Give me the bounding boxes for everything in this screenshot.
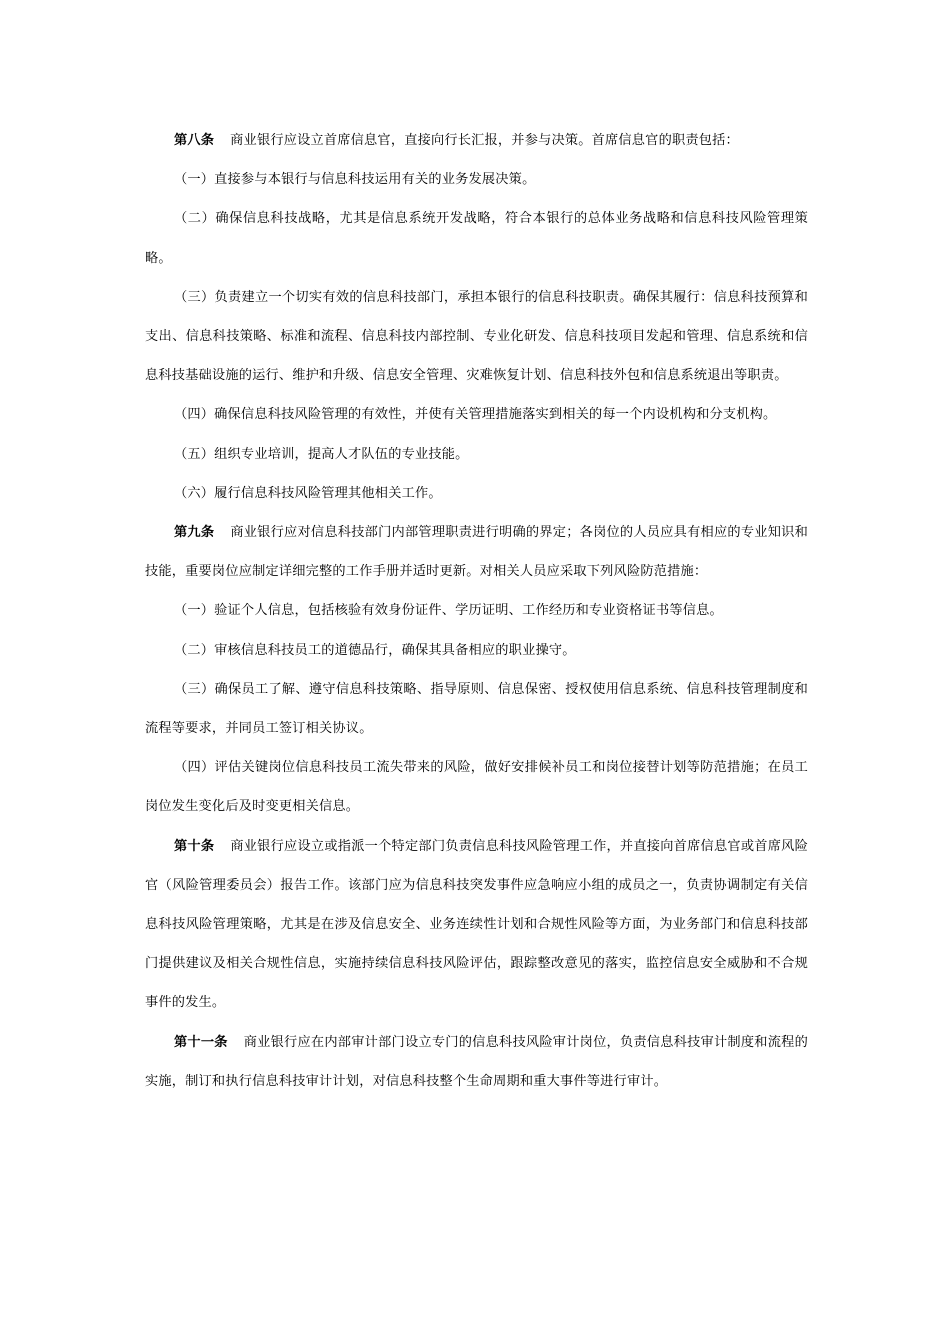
article-9-item-2: （二）审核信息科技员工的道德品行，确保其具备相应的职业操守。 bbox=[174, 642, 576, 658]
document-body bbox=[145, 121, 808, 1101]
article-8-text: 商业银行应设立首席信息官，直接向行长汇报，并参与决策。首席信息官的职责包括： bbox=[230, 133, 739, 148]
article-8-item-1: （一）直接参与本银行与信息科技运用有关的业务发展决策。 bbox=[174, 172, 536, 188]
article-9-item-3: （三）确保员工了解、遵守信息科技策略、指导原则、信息保密、授权使用信息系统、信息科技管理制度和流程等要求，并同员工签订相关协议。 bbox=[145, 681, 808, 737]
article-10-label: 第十条 bbox=[174, 838, 215, 854]
article-11-paragraph bbox=[145, 1023, 808, 1101]
article-8-item-5: （五）组织专业培训，提高人才队伍的专业技能。 bbox=[174, 446, 469, 462]
article-9-label: 第九条 bbox=[174, 525, 215, 541]
article-11-text: 商业银行应在内部审计部门设立专门的信息科技风险审计岗位，负责信息科技审计制度和流程的实施，制订和执行信息科技审计计划，对信息科技整个生命周期和重大事件等进行审计。 bbox=[145, 1034, 808, 1089]
article-9-item-1: （一）验证个人信息，包括核验有效身份证件、学历证明、工作经历和专业资格证书等信息。 bbox=[174, 603, 723, 619]
article-9-item-4: （四）评估关键岗位信息科技员工流失带来的风险，做好安排候补员工和岗位接替计划等防范措施；在员工岗位发生变化后及时变更相关信息。 bbox=[145, 760, 808, 815]
article-10-paragraph bbox=[145, 827, 808, 1023]
article-11-label: 第十一条 bbox=[174, 1034, 228, 1050]
article-9-text: 商业银行应对信息科技部门内部管理职责进行明确的界定；各岗位的人员应具有相应的专业知识和技能，重要岗位应制定详细完整的工作手册并适时更新。对相关人员应采取下列风险防范措施： bbox=[145, 525, 808, 580]
article-8-item-2: （二）确保信息科技战略，尤其是信息系统开发战略，符合本银行的总体业务战略和信息科技风险管理策略。 bbox=[145, 211, 808, 266]
article-8-paragraph bbox=[145, 121, 808, 160]
article-8-label: 第八条 bbox=[174, 133, 215, 148]
article-10-text: 商业银行应设立或指派一个特定部门负责信息科技风险管理工作，并直接向首席信息官或首席风险官（风险管理委员会）报告工作。该部门应为信息科技突发事件应急响应小组的成员之一，负责协调制定有关信息科技风险管理策略，尤其是在涉及信息安全、业务连续性计划和合规性风险等方面，为业务部门和信息科技部门提供建议及相关合规性信息，实施持续信息科技风险评估，跟踪整改意见的落实，监控信息安全威胁和不合规事件的发生。 bbox=[145, 838, 808, 1011]
article-8-item-3: （三）负责建立一个切实有效的信息科技部门，承担本银行的信息科技职责。确保其履行：信息科技预算和支出、信息科技策略、标准和流程、信息科技内部控制、专业化研发、信息科技项目发起和管理、信息系统和信息科技基础设施的运行、维护和升级、信息安全管理、灾难恢复计划、信息科技外包和信息系统退出等职责。 bbox=[145, 289, 808, 384]
article-8-item-4: （四）确保信息科技风险管理的有效性，并使有关管理措施落实到相关的每一个内设机构和分支机构。 bbox=[174, 407, 777, 423]
article-8-item-6: （六）履行信息科技风险管理其他相关工作。 bbox=[174, 485, 442, 501]
article-9-paragraph bbox=[145, 513, 808, 591]
